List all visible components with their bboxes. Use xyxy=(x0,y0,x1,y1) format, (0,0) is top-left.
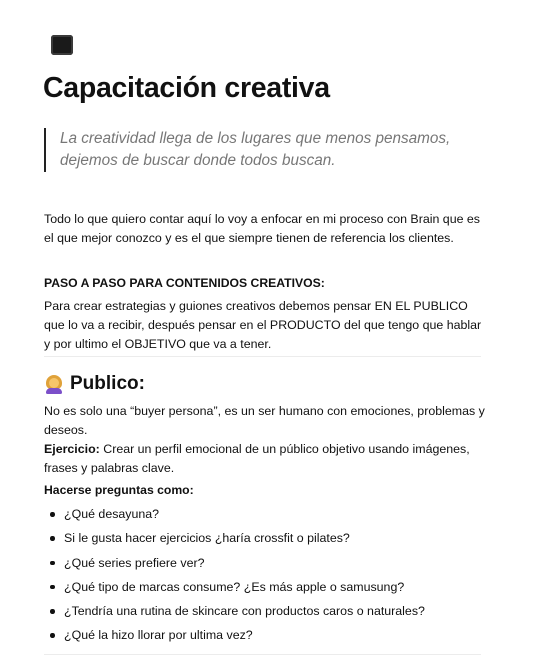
person-tipping-hand-icon xyxy=(44,374,64,394)
list-item: ¿Qué tipo de marcas consume? ¿Es más apple o samusung? xyxy=(48,576,488,600)
bullet-dot-icon xyxy=(50,609,55,614)
list-item: ¿Qué la hizo llorar por ultima vez? xyxy=(48,624,488,648)
bullet-dot-icon xyxy=(50,585,55,590)
paso-paragraph: Para crear estrategias y guiones creativos debemos pensar EN EL PUBLICO que lo va a recibir, después pensar en el PRODUCTO del que tengo que hablar y por ultimo el OBJETIVO que va a tener. xyxy=(44,299,482,351)
preguntas-heading: Hacerse preguntas como: xyxy=(44,483,194,497)
ejercicio-text: Crear un perfil emocional de un público objetivo usando imágenes, frases y palabras clave. xyxy=(44,442,470,475)
list-item: ¿Tendría una rutina de skincare con productos caros o naturales? xyxy=(48,600,488,624)
publico-heading xyxy=(44,373,145,395)
list-item: ¿Qué desayuna? xyxy=(48,503,488,527)
preguntas-list xyxy=(48,503,488,649)
list-item: Si le gusta hacer ejercicios ¿haría crossfit o pilates? xyxy=(48,527,488,551)
bullet-dot-icon xyxy=(50,633,55,638)
intro-paragraph: Todo lo que quiero contar aquí lo voy a enfocar en mi proceso con Brain que es el que mejor conozco y es el que siempre tienen de referencia los clientes. xyxy=(44,212,481,245)
publico-heading-text: Publico: xyxy=(70,373,145,394)
ejercicio-label: Ejercicio: xyxy=(44,442,100,456)
publico-paragraph: No es solo una “buyer persona”, es un ser humano con emociones, problemas y deseos. xyxy=(44,404,485,437)
quote-block: La creatividad llega de los lugares que menos pensamos, dejemos de buscar donde todos buscan. xyxy=(44,128,484,172)
ejercicio-paragraph xyxy=(44,440,489,478)
paso-heading: PASO A PASO PARA CONTENIDOS CREATIVOS: xyxy=(44,276,325,290)
divider xyxy=(44,654,481,655)
page-title: Capacitación creativa xyxy=(43,72,330,104)
bullet-dot-icon xyxy=(50,512,55,517)
black-square-icon[interactable] xyxy=(51,35,73,55)
list-item: ¿Qué series prefiere ver? xyxy=(48,552,488,576)
divider xyxy=(44,356,481,357)
bullet-dot-icon xyxy=(50,536,55,541)
bullet-dot-icon xyxy=(50,561,55,566)
